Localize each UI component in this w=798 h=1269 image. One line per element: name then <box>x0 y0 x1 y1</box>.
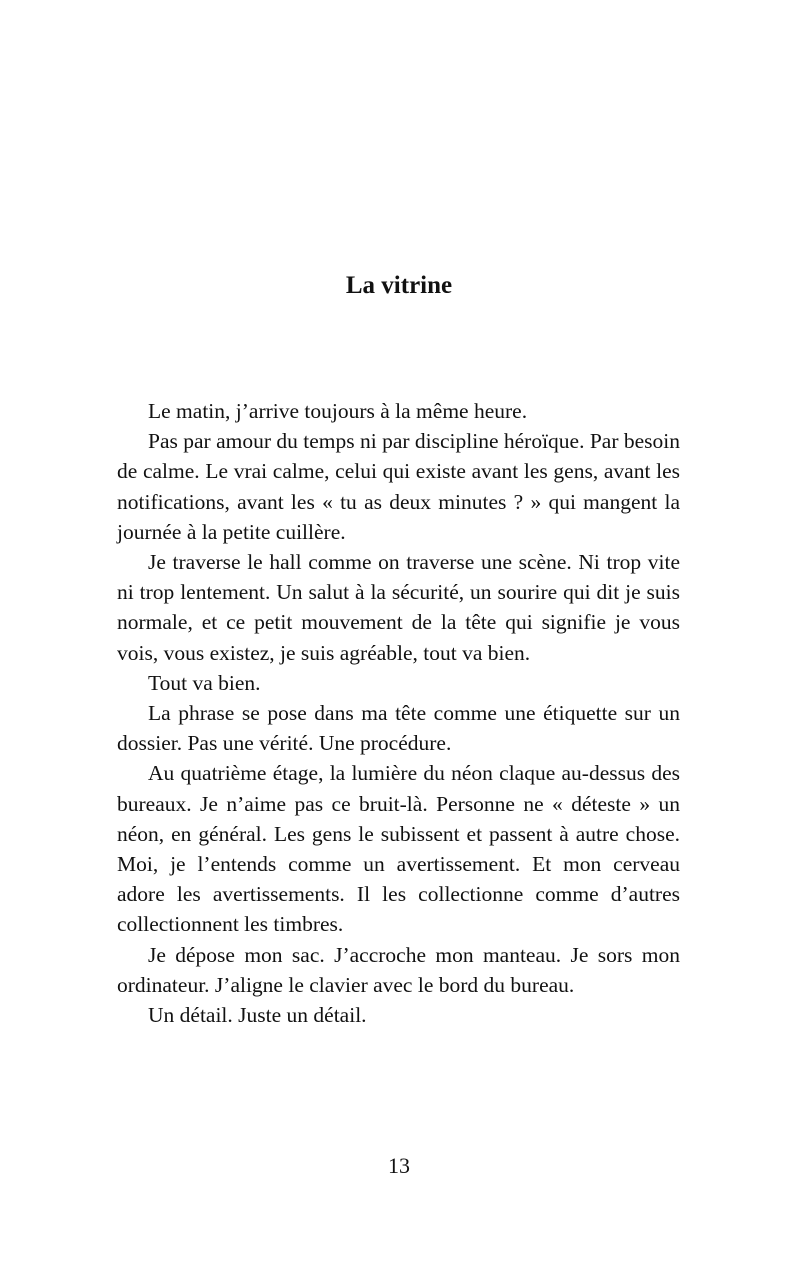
paragraph: Le matin, j’arrive toujours à la même heure. <box>148 399 528 423</box>
paragraph: Tout va bien. <box>148 670 261 695</box>
page-number: 13 <box>388 1153 410 1178</box>
paragraph: La phrase se pose dans ma tête comme une étiquette sur un dossier. Pas une vérité. Une procédure. <box>117 701 680 756</box>
chapter-title: La vitrine <box>345 272 453 299</box>
paragraph: Au quatrième étage, la lumière du néon claque au-dessus des bureaux. Je n’aime pas ce bruit-là. Personne ne « déteste » un néon, en général. Les gens le subissent et passent à autre chose. Moi, je l’entends comme un avertissement. Et mon cerveau adore les avertissements. Il les collectionne comme d’autres collectionnent les timbres. <box>117 761 680 937</box>
paragraph: Un détail. Juste un détail. <box>148 1003 367 1028</box>
paragraph: Je traverse le hall comme on traverse une scène. Ni trop vite ni trop lentement. Un salut à la sécurité, un sourire qui dit je suis normale, et ce petit mouvement de la tête qui signifie je vous vois, vous existez, je suis agréable, tout va bien. <box>117 550 680 665</box>
paragraph: Pas par amour du temps ni par discipline héroïque. Par besoin de calme. Le vrai calme, celui qui existe avant les gens, avant les notifications, avant les « tu as deux minutes ? » qui mangent la journée à la petite cuillère. <box>117 429 681 544</box>
body-text <box>117 396 680 1030</box>
paragraph: Je dépose mon sac. J’accroche mon manteau. Je sors mon ordinateur. J’aligne le clavier avec le bord du bureau. <box>117 942 680 997</box>
